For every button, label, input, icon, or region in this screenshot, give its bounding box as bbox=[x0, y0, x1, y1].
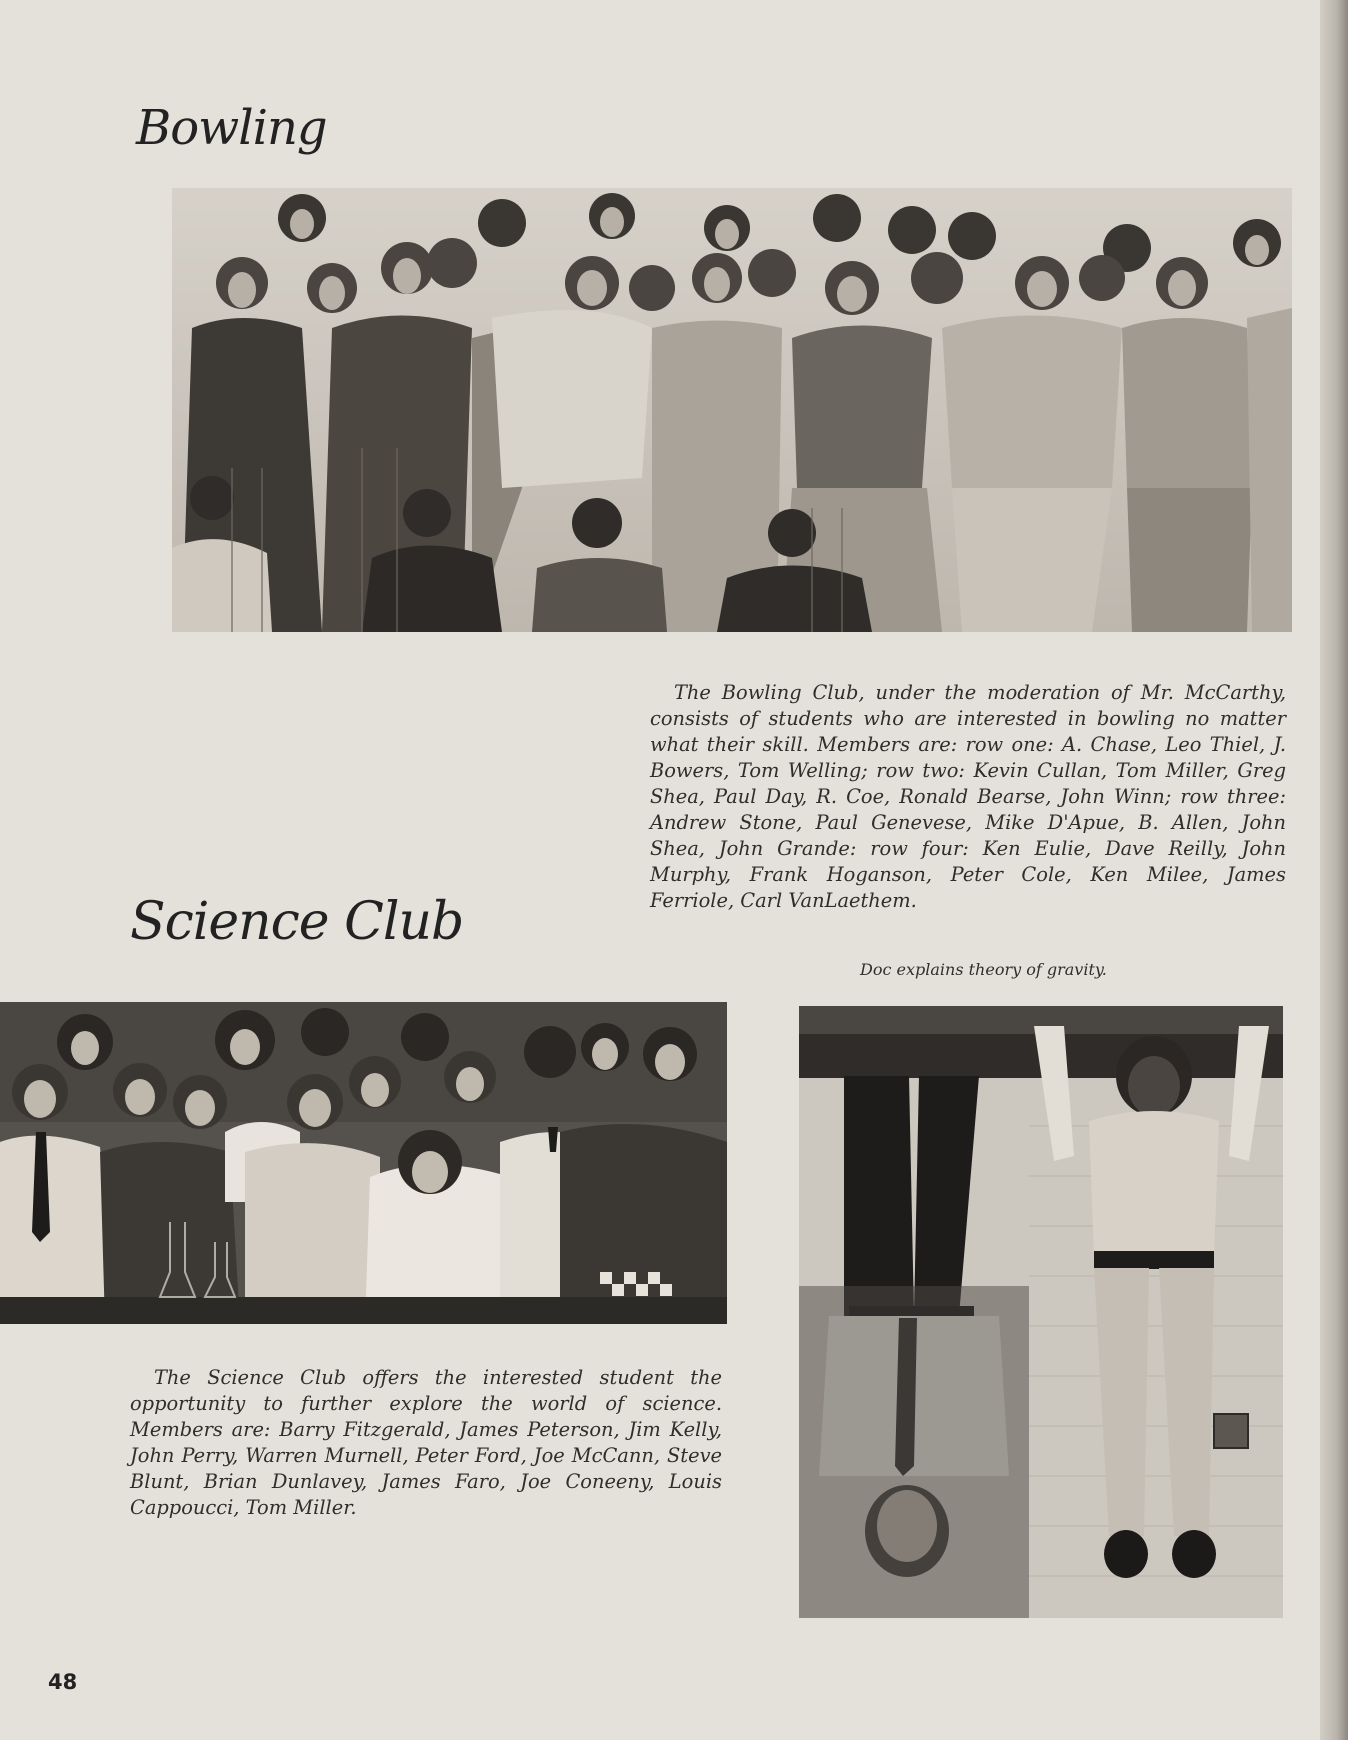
science-club-heading: Science Club bbox=[130, 892, 464, 952]
bowling-caption: The Bowling Club, under the moderation of Mr. McCarthy, consists of students who are interested in bowling no matter what their skill. Members are: row one: A. Chase, Leo Thiel, J. Bowers, Tom Welling; row two: Kevin Cullan, Tom Miller, Greg Shea, Paul Day, R. Coe, Ronald Bearse, John Winn; row three: Andrew Stone, Paul Genevese, Mike D'Apue, B. Allen, John Shea, John Grande: row four: Ken Eulie, Dave Reilly, John Murphy, Frank Hoganson, Peter Cole, Ken Milee, James Ferriole, Carl VanLaethem. bbox=[650, 681, 1286, 912]
bowling-club-group-photo bbox=[172, 188, 1292, 632]
bowling-heading: Bowling bbox=[136, 100, 327, 156]
page-number: 48 bbox=[48, 1670, 78, 1694]
gravity-photo-caption: Doc explains theory of gravity. bbox=[860, 960, 1107, 979]
science-club-caption: The Science Club offers the interested student the opportunity to further explore the world of science. Members are: Barry Fitzgerald, James Peterson, Jim Kelly, John Perry, Warren Murnell, Peter Ford, Joe McCann, Steve Blunt, Brian Dunlavey, James Faro, Joe Coneeny, Louis Cappoucci, Tom Miller. bbox=[130, 1366, 722, 1519]
gravity-demonstration-photo bbox=[799, 1006, 1283, 1618]
science-club-group-photo bbox=[0, 1002, 727, 1324]
page-binding-edge bbox=[1320, 0, 1348, 1740]
